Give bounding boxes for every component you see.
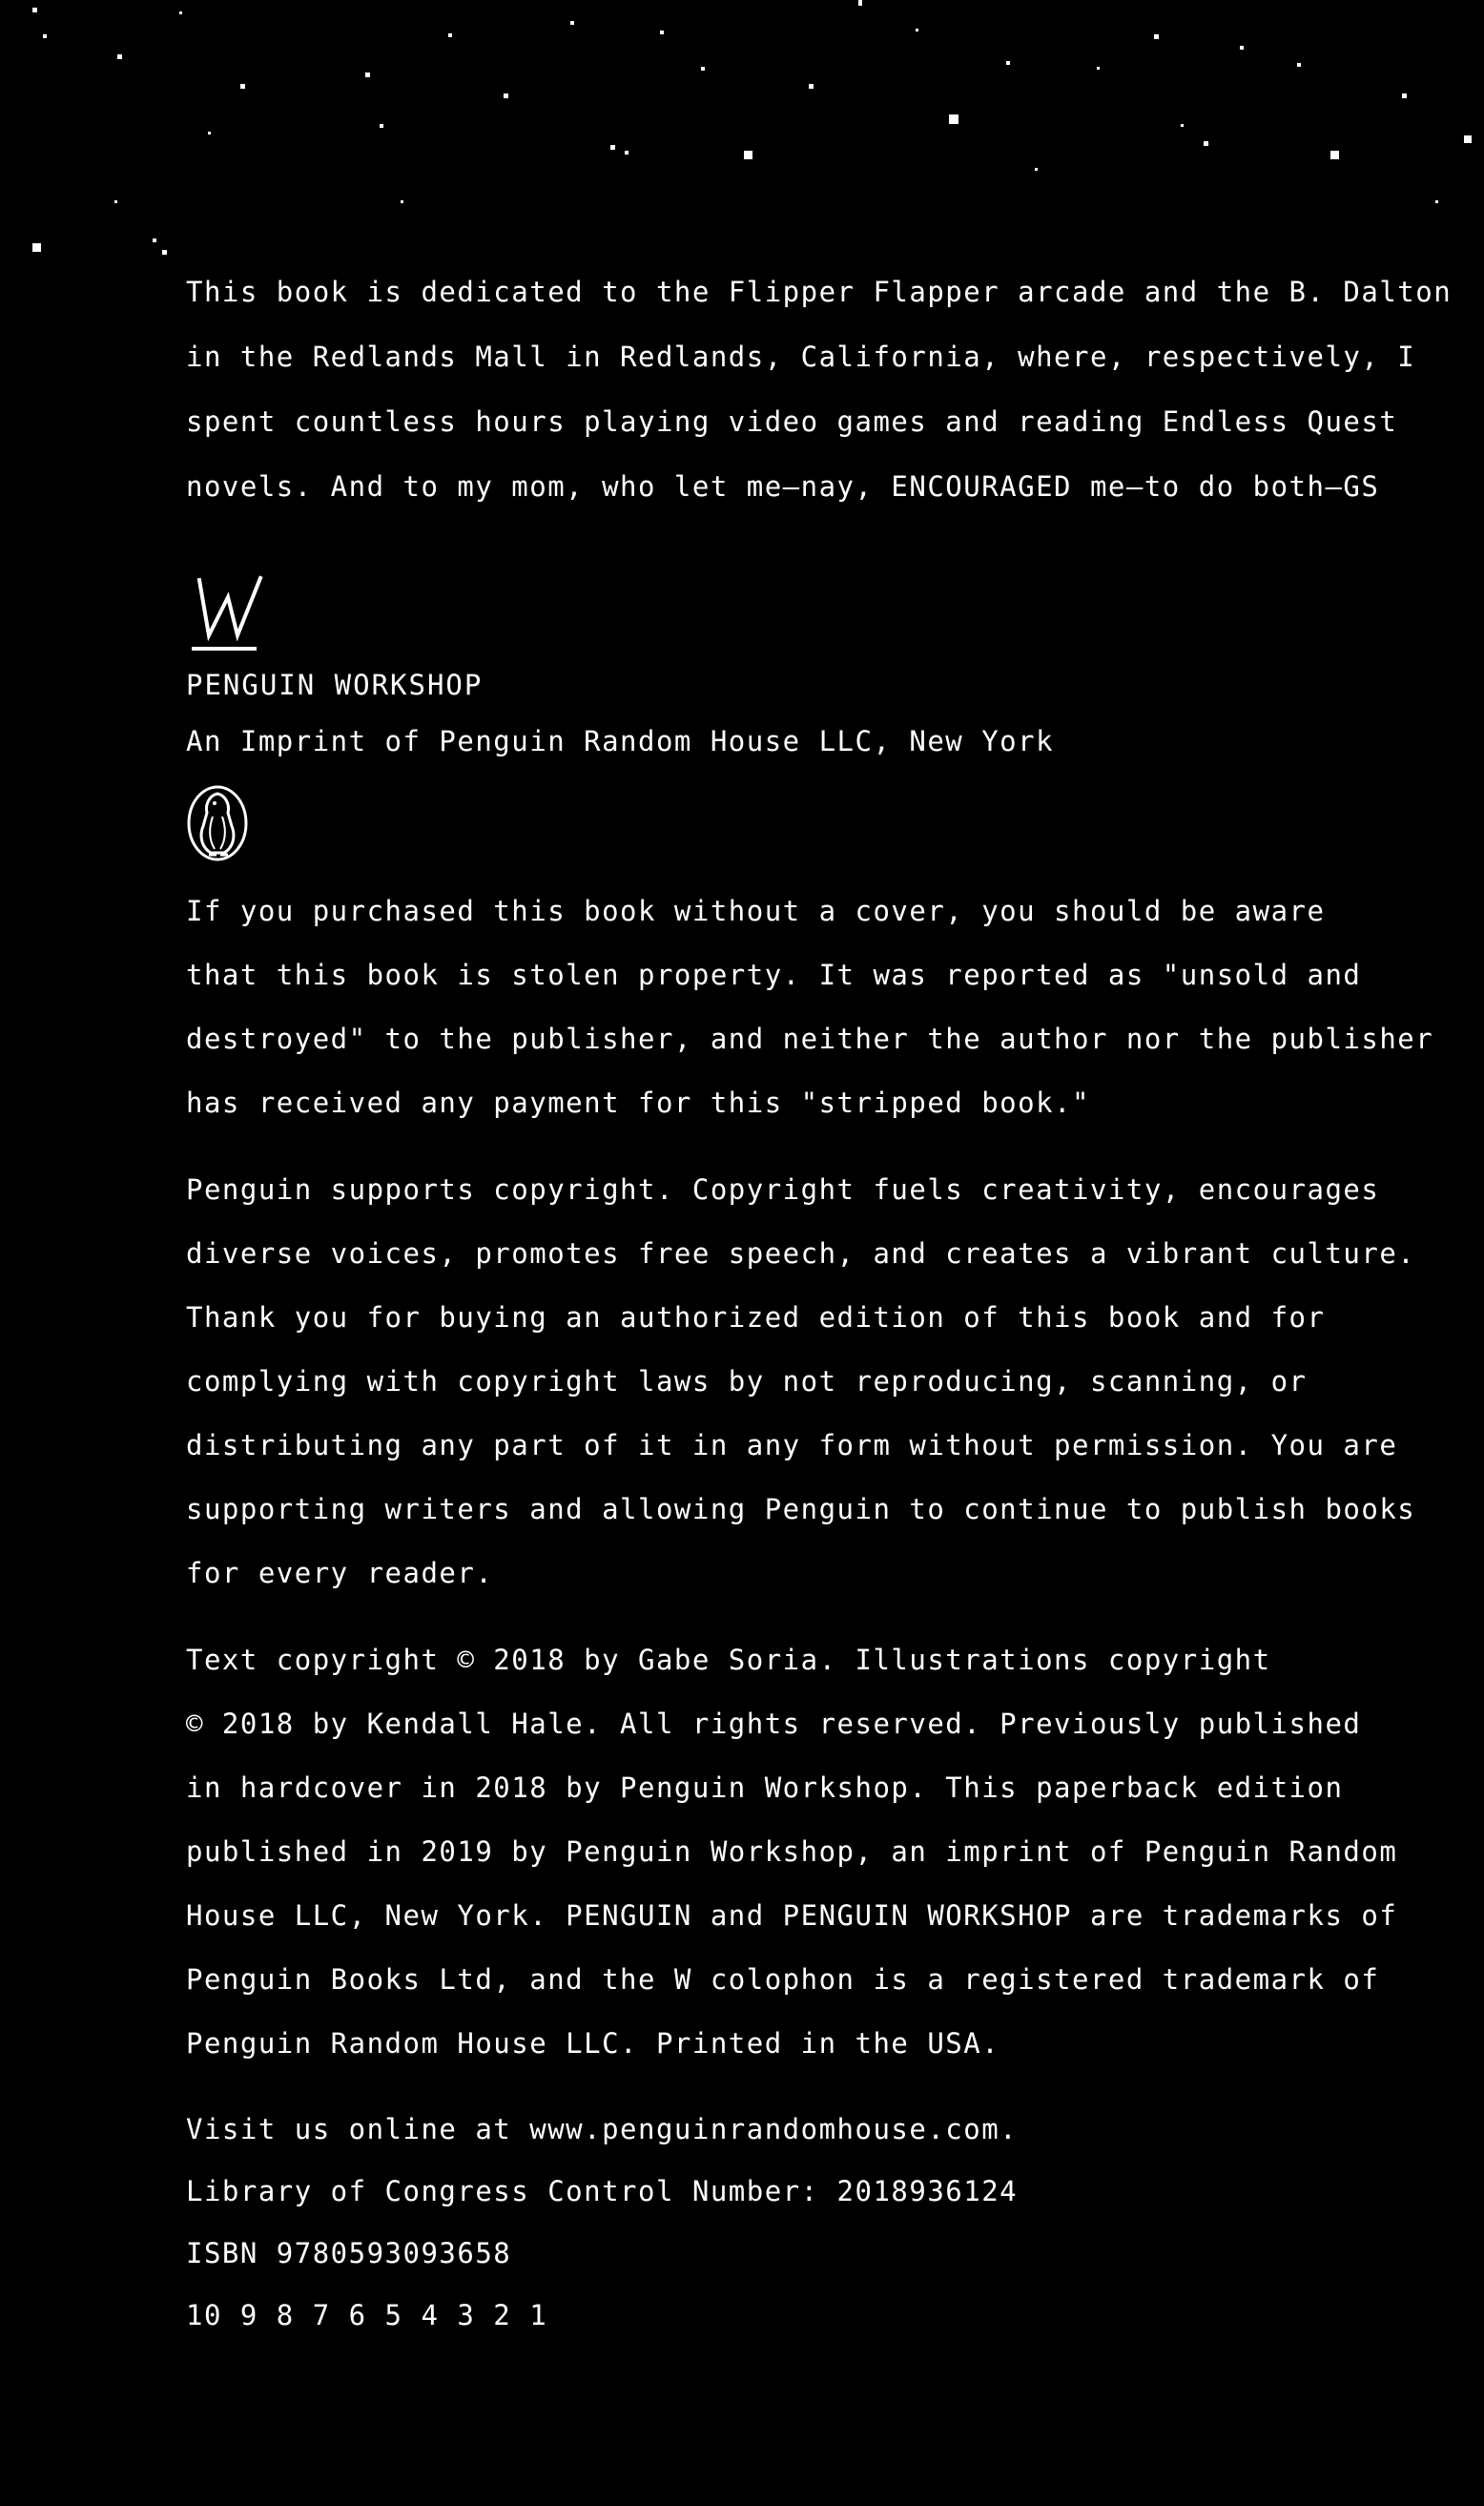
copyright-line: in hardcover in 2018 by Penguin Workshop. This paperback edition — [186, 1771, 1344, 1804]
penguin-logo-icon — [186, 784, 249, 862]
page-content — [186, 259, 1469, 2347]
notice-line: has received any payment for this "stripped book." — [186, 1087, 1090, 1119]
notice-line: If you purchased this book without a cover, you should be aware — [186, 895, 1326, 927]
copyright-support-statement — [186, 1158, 1469, 1605]
copyright-notice — [186, 1628, 1469, 2076]
statement-line: complying with copyright laws by not reproducing, scanning, or — [186, 1365, 1308, 1398]
statement-line: diverse voices, promotes free speech, and creates a vibrant culture. — [186, 1237, 1416, 1270]
statement-line: supporting writers and allowing Penguin to continue to publish books — [186, 1493, 1416, 1525]
copyright-line: © 2018 by Kendall Hale. All rights reserved. Previously published — [186, 1708, 1362, 1740]
notice-line: that this book is stolen property. It was reported as "unsold and — [186, 959, 1362, 991]
copyright-line: Penguin Random House LLC. Printed in the USA. — [186, 2027, 1000, 2060]
isbn-line: ISBN 9780593093658 — [186, 2237, 512, 2269]
imprint-name: PENGUIN WORKSHOP — [186, 669, 484, 701]
copyright-line: Penguin Books Ltd, and the W colophon is a registered trademark of — [186, 1963, 1380, 1996]
lccn-line: Library of Congress Control Number: 2018936124 — [186, 2175, 1019, 2207]
dedication-line: in the Redlands Mall in Redlands, California, where, respectively, I — [186, 341, 1416, 373]
website-line: Visit us online at www.penguinrandomhouse.com. — [186, 2113, 1019, 2145]
statement-line: distributing any part of it in any form without permission. You are — [186, 1429, 1398, 1461]
w-colophon-icon — [186, 569, 272, 654]
copyright-line: House LLC, New York. PENGUIN and PENGUIN WORKSHOP are trademarks of — [186, 1899, 1398, 1932]
imprint-subtitle: An Imprint of Penguin Random House LLC, New York — [186, 725, 1055, 757]
statement-line: Thank you for buying an authorized edition of this book and for — [186, 1301, 1326, 1334]
stripped-book-notice — [186, 880, 1469, 1135]
statement-line: for every reader. — [186, 1557, 494, 1589]
statement-line: Penguin supports copyright. Copyright fuels creativity, encourages — [186, 1173, 1380, 1206]
copyright-line: published in 2019 by Penguin Workshop, an imprint of Penguin Random — [186, 1835, 1398, 1868]
dedication — [186, 259, 1469, 519]
copyright-line: Text copyright © 2018 by Gabe Soria. Illustrations copyright — [186, 1644, 1271, 1676]
dedication-line: spent countless hours playing video games and reading Endless Quest — [186, 405, 1398, 438]
starfield-background — [0, 0, 1484, 277]
dedication-line: This book is dedicated to the Flipper Flapper arcade and the B. Dalton — [186, 276, 1453, 308]
dedication-line: novels. And to my mom, who let me—nay, ENCOURAGED me—to do both—GS — [186, 470, 1380, 503]
print-line: 10 9 8 7 6 5 4 3 2 1 — [186, 2299, 548, 2331]
notice-line: destroyed" to the publisher, and neither the author nor the publisher — [186, 1023, 1434, 1055]
